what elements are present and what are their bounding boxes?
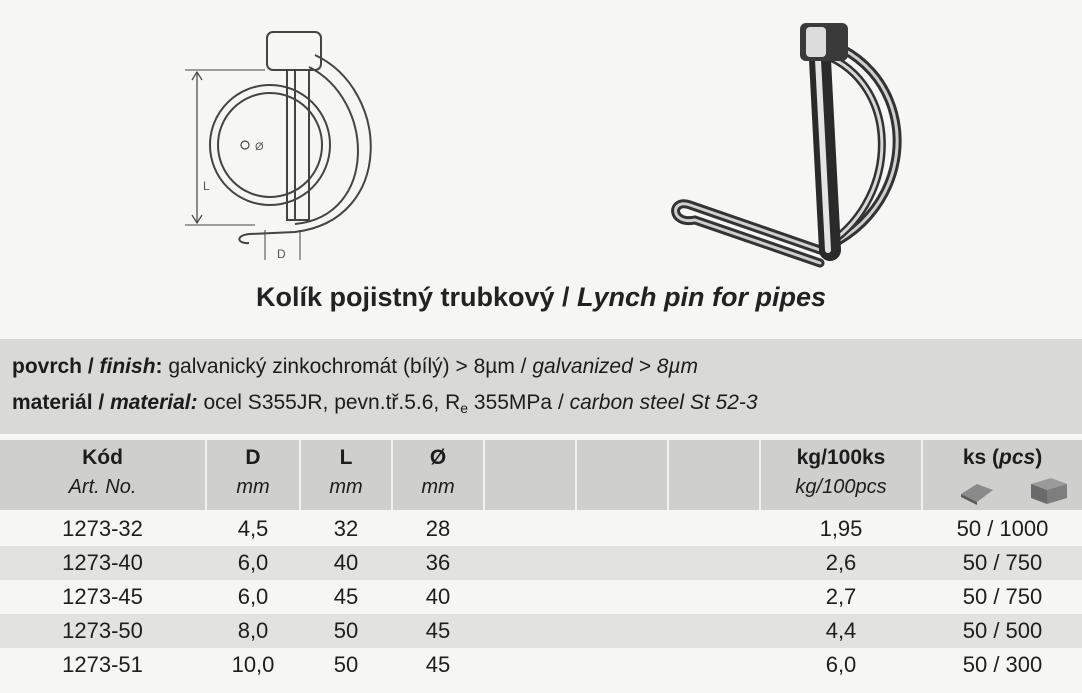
spec-box bbox=[0, 339, 1082, 434]
finish-value-cz: galvanický zinkochromát (bílý) > 8µm / bbox=[168, 355, 533, 378]
header-d-sub: mm bbox=[236, 476, 270, 498]
cell-d: 6,0 bbox=[237, 550, 269, 575]
header-weight bbox=[761, 440, 923, 510]
header-code bbox=[0, 440, 207, 510]
cell-pack: 50 / 750 bbox=[962, 584, 1043, 609]
header-d-main: D bbox=[245, 446, 261, 469]
lynch-pin-technical-drawing bbox=[175, 20, 385, 270]
header-code-main: Kód bbox=[82, 446, 123, 469]
cell-d: 10,0 bbox=[231, 652, 275, 677]
spec-material bbox=[12, 391, 758, 416]
cell-code: 1273-40 bbox=[62, 550, 143, 575]
cell-weight: 6,0 bbox=[825, 652, 857, 677]
cell-weight: 2,7 bbox=[825, 584, 857, 609]
finish-label-cz: povrch / bbox=[12, 355, 100, 378]
lynch-pin-photo bbox=[650, 15, 950, 275]
material-value-cz-b: 355MPa / bbox=[468, 391, 570, 414]
cell-hole: 28 bbox=[425, 516, 451, 541]
drawing-label-diameter: D bbox=[277, 247, 286, 261]
header-code-sub: Art. No. bbox=[68, 476, 137, 498]
cell-pack: 50 / 500 bbox=[962, 618, 1043, 643]
table-row bbox=[0, 546, 1082, 580]
table-row bbox=[0, 648, 1082, 682]
small-box-icon bbox=[957, 480, 997, 506]
header-hole bbox=[393, 440, 485, 510]
table-row bbox=[0, 580, 1082, 614]
spec-finish bbox=[12, 355, 698, 379]
cell-hole: 45 bbox=[425, 652, 451, 677]
cell-d: 8,0 bbox=[237, 618, 269, 643]
header-pack bbox=[923, 440, 1082, 510]
cell-weight: 2,6 bbox=[825, 550, 857, 575]
header-empty-3 bbox=[669, 440, 761, 510]
product-title-czech: Kolík pojistný trubkový / bbox=[255, 282, 578, 312]
material-label-cz: materiál / bbox=[12, 391, 111, 414]
cell-code: 1273-51 bbox=[62, 652, 143, 677]
table-row bbox=[0, 614, 1082, 648]
header-hole-main: Ø bbox=[429, 446, 447, 469]
drawing-label-length: L bbox=[203, 179, 210, 193]
large-box-icon bbox=[1027, 476, 1071, 506]
cell-pack: 50 / 750 bbox=[962, 550, 1043, 575]
material-label-en: material: bbox=[110, 391, 198, 414]
cell-code: 1273-50 bbox=[62, 618, 143, 643]
header-weight-main: kg/100ks bbox=[796, 446, 886, 469]
product-title-english: Lynch pin for pipes bbox=[577, 282, 827, 312]
finish-label-en: finish bbox=[99, 355, 156, 378]
finish-label-sep: : bbox=[155, 355, 163, 378]
cell-l: 50 bbox=[333, 652, 359, 677]
cell-hole: 36 bbox=[425, 550, 451, 575]
cell-weight: 1,95 bbox=[819, 516, 863, 541]
header-empty-2 bbox=[577, 440, 669, 510]
header-empty-1 bbox=[485, 440, 577, 510]
cell-d: 4,5 bbox=[237, 516, 269, 541]
material-value-sub: e bbox=[460, 400, 469, 416]
cell-pack: 50 / 1000 bbox=[956, 516, 1049, 541]
header-d bbox=[207, 440, 301, 510]
drawing-label-hole: Ø bbox=[255, 141, 264, 153]
cell-l: 45 bbox=[333, 584, 359, 609]
cell-code: 1273-45 bbox=[62, 584, 143, 609]
table-row bbox=[0, 512, 1082, 546]
cell-hole: 40 bbox=[425, 584, 451, 609]
cell-weight: 4,4 bbox=[825, 618, 857, 643]
header-l bbox=[301, 440, 393, 510]
cell-code: 1273-32 bbox=[62, 516, 143, 541]
header-weight-sub: kg/100pcs bbox=[795, 476, 887, 498]
cell-hole: 45 bbox=[425, 618, 451, 643]
header-hole-sub: mm bbox=[421, 476, 455, 498]
cell-l: 50 bbox=[333, 618, 359, 643]
product-title bbox=[0, 282, 1082, 313]
cell-pack: 50 / 300 bbox=[962, 652, 1043, 677]
table-header bbox=[0, 440, 1082, 510]
material-value-en: carbon steel St 52-3 bbox=[569, 391, 758, 414]
cell-l: 32 bbox=[333, 516, 359, 541]
header-l-sub: mm bbox=[329, 476, 363, 498]
material-value-cz-a: ocel S355JR, pevn.tř.5.6, R bbox=[203, 391, 461, 414]
finish-value-en: galvanized > 8µm bbox=[532, 355, 698, 378]
header-pack-main: ks (pcs) bbox=[962, 446, 1043, 469]
cell-d: 6,0 bbox=[237, 584, 269, 609]
header-l-main: L bbox=[339, 446, 353, 469]
cell-l: 40 bbox=[333, 550, 359, 575]
